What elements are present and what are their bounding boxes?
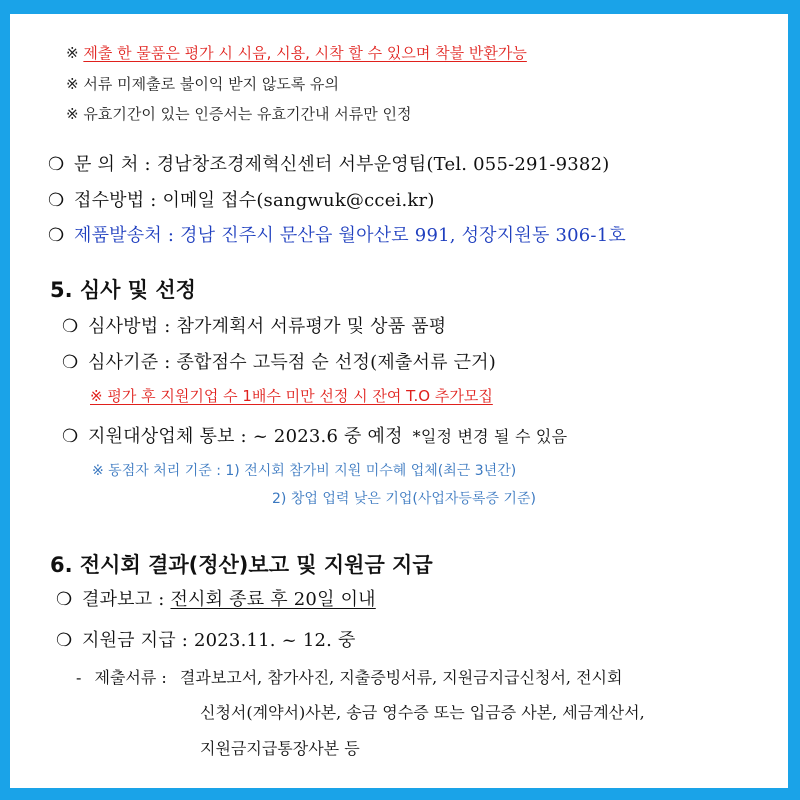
note-return bbox=[66, 42, 527, 63]
review-method bbox=[62, 312, 446, 338]
tie-rule-2: 2) 창업 업력 낮은 기업(사업자등록증 기준) bbox=[272, 491, 536, 507]
report-label: 결과보고 : bbox=[82, 589, 165, 610]
contact-submission bbox=[48, 186, 435, 212]
note-text: 서류 미제출로 불이익 받지 않도록 유의 bbox=[83, 75, 340, 93]
tie-1-text: 1) 전시회 참가비 지원 미수혜 업체(최근 3년간) bbox=[225, 463, 517, 479]
circle-bullet-icon: ❍ bbox=[48, 154, 65, 175]
docs-dash: - bbox=[76, 668, 82, 687]
payment-text: 지원금 지급 : 2023.11. ~ 12. 중 bbox=[82, 630, 356, 651]
docs-line-1: 결과보고서, 참가사진, 지출증빙서류, 지원금지급신청서, 전시회 bbox=[179, 668, 623, 687]
contact-inquiry-text: 문 의 처 : 경남창조경제혁신센터 서부운영팀(Tel. 055-291-9382) bbox=[74, 154, 610, 175]
circle-bullet-icon: ❍ bbox=[62, 426, 79, 447]
review-criteria-text: 심사기준 : 종합점수 고득점 순 선정(제출서류 근거) bbox=[88, 352, 496, 373]
notify-text: 지원대상업체 통보 : ~ 2023.6 중 예정 bbox=[88, 426, 403, 447]
required-documents bbox=[76, 665, 622, 688]
note-text: 제출 한 물품은 평가 시 시음, 시용, 시착 할 수 있으며 착불 반환가능 bbox=[83, 44, 527, 62]
docs-line-2: 신청서(계약서)사본, 송금 영수증 또는 입금증 사본, 세금계산서, bbox=[200, 703, 645, 722]
result-report bbox=[56, 585, 376, 611]
contact-submission-text: 접수방법 : 이메일 접수(sangwuk@ccei.kr) bbox=[74, 190, 435, 211]
payment-schedule bbox=[56, 626, 356, 652]
contact-shipping-text: 제품발송처 : 경남 진주시 문산읍 월아산로 991, 성장지원동 306-1호 bbox=[74, 225, 626, 246]
note-mark: ※ bbox=[66, 44, 79, 62]
tie-label: ※ 동점자 처리 기준 : bbox=[92, 463, 221, 479]
docs-line-3: 지원금지급통장사본 등 bbox=[200, 739, 360, 758]
notify-note: *일정 변경 될 수 있음 bbox=[412, 427, 568, 446]
review-method-text: 심사방법 : 참가계획서 서류평가 및 상품 품평 bbox=[88, 316, 447, 337]
circle-bullet-icon: ❍ bbox=[56, 630, 73, 651]
report-value: 전시회 종료 후 20일 이내 bbox=[170, 589, 376, 610]
note-mark: ※ bbox=[66, 105, 79, 123]
note-text: 유효기간이 있는 인증서는 유효기간내 서류만 인정 bbox=[83, 105, 412, 123]
tie-rule-1 bbox=[92, 460, 516, 480]
circle-bullet-icon: ❍ bbox=[62, 316, 79, 337]
contact-inquiry bbox=[48, 150, 609, 176]
document-page bbox=[10, 14, 788, 788]
docs-label: 제출서류 : bbox=[94, 668, 167, 687]
recruit-note: ※ 평가 후 지원기업 수 1배수 미만 선정 시 잔여 T.O 추가모집 bbox=[90, 387, 493, 405]
circle-bullet-icon: ❍ bbox=[48, 225, 65, 246]
review-criteria bbox=[62, 348, 496, 374]
contact-shipping bbox=[48, 221, 626, 247]
note-certificates bbox=[66, 103, 412, 124]
section-5-title: 5. 심사 및 선정 bbox=[50, 278, 196, 302]
section-6-title: 6. 전시회 결과(정산)보고 및 지원금 지급 bbox=[50, 553, 433, 577]
circle-bullet-icon: ❍ bbox=[62, 352, 79, 373]
notify-schedule bbox=[62, 422, 567, 448]
circle-bullet-icon: ❍ bbox=[56, 589, 73, 610]
note-documents bbox=[66, 73, 339, 94]
circle-bullet-icon: ❍ bbox=[48, 190, 65, 211]
note-mark: ※ bbox=[66, 75, 79, 93]
